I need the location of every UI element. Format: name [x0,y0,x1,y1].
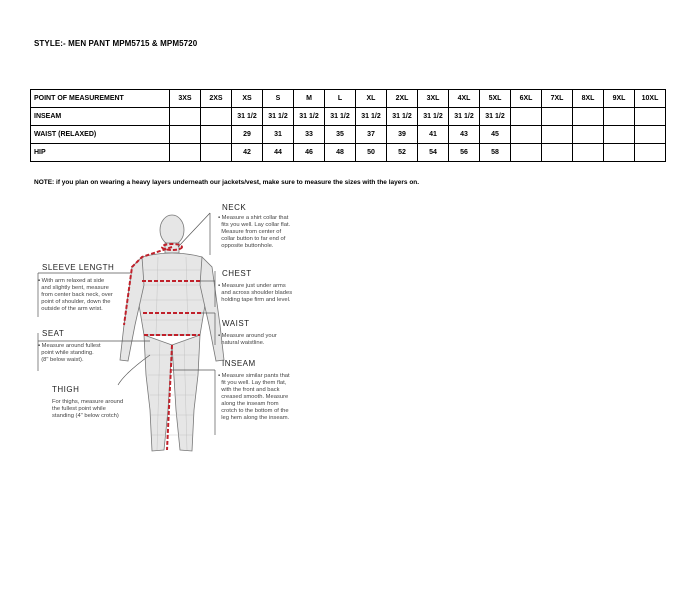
seat-heading: SEAT [42,329,65,338]
size-header-cell: 5XL [480,90,511,108]
row-label-cell: HIP [31,144,170,162]
value-cell: 31 1/2 [325,108,356,126]
value-cell: 41 [418,126,449,144]
size-header-cell: 7XL [542,90,573,108]
value-cell [511,108,542,126]
thigh-text-line: the fullest point while [52,406,106,412]
size-header-cell: 3XL [418,90,449,108]
neck-text-line: fits you well. Lay collar flat. [218,222,291,228]
value-cell [573,108,604,126]
value-cell [170,144,201,162]
neck-text-line: collar button to far end of [218,236,286,242]
value-cell [635,144,666,162]
value-cell: 58 [480,144,511,162]
value-cell [604,144,635,162]
value-cell: 31 1/2 [263,108,294,126]
neck-text-line: opposite buttonhole. [218,243,274,249]
size-header-cell: 3XS [170,90,201,108]
waist-text-line: ▪ Measure around your [218,333,277,339]
neck-text-line: ▪ Measure a shirt collar that [218,215,289,221]
sleeve-text-line: point of shoulder, down the [38,299,111,305]
value-cell [542,126,573,144]
sleeve-text-line: outside of the arm wrist. [38,306,103,312]
waist-heading: WAIST [222,319,250,328]
value-cell: 50 [356,144,387,162]
value-cell: 29 [232,126,263,144]
value-cell: 48 [325,144,356,162]
value-cell: 37 [356,126,387,144]
value-cell [170,108,201,126]
body-silhouette [120,215,224,451]
style-title: STYLE:- MEN PANT MPM5715 & MPM5720 [34,39,198,48]
inseam-text-line: crotch to the bottom of the [218,408,289,414]
measurement-guide [0,195,700,485]
value-cell [542,108,573,126]
waist-text-line: natural waistline. [218,340,265,346]
size-header-cell: 9XL [604,90,635,108]
value-cell [511,126,542,144]
value-cell [604,126,635,144]
value-cell [201,144,232,162]
value-cell: 54 [418,144,449,162]
inseam-text-line: fit you well. Lay them flat, [218,380,287,386]
seat-text [38,343,101,364]
chest-heading: CHEST [222,269,252,278]
chest-text [218,283,292,304]
value-cell: 46 [294,144,325,162]
value-cell [573,126,604,144]
sleeve-heading: SLEEVE LENGTH [42,263,115,272]
value-cell: 42 [232,144,263,162]
inseam-text-line: ▪ Measure similar pants that [218,373,290,379]
inseam-text-line: with the front and back [218,387,280,393]
table-row [31,108,666,126]
value-cell [201,126,232,144]
value-cell: 31 1/2 [449,108,480,126]
inseam-text-line: leg hem along the inseam. [218,415,290,421]
sleeve-text-line: and slightly bent, measure [38,285,109,291]
size-header-cell: M [294,90,325,108]
size-header-cell: 6XL [511,90,542,108]
neck-heading: NECK [222,203,247,212]
chest-text-line: and across shoulder blades [218,290,293,296]
thigh-text-line: standing (4" below crotch) [52,413,119,419]
value-cell: 31 1/2 [418,108,449,126]
value-cell: 43 [449,126,480,144]
value-cell [635,126,666,144]
value-cell [635,108,666,126]
size-header-cell: S [263,90,294,108]
value-cell: 31 1/2 [387,108,418,126]
row-label-cell: WAIST (RELAXED) [31,126,170,144]
size-header-cell: 10XL [635,90,666,108]
neck-text [218,215,290,250]
value-cell: 31 1/2 [356,108,387,126]
inseam-text-line: along the inseam from [218,401,279,407]
value-cell [201,108,232,126]
value-cell [604,108,635,126]
value-cell: 31 [263,126,294,144]
thigh-heading: THIGH [52,385,80,394]
value-cell: 33 [294,126,325,144]
value-cell [542,144,573,162]
thigh-text-line: For thighs, measure around [52,399,124,405]
value-cell: 39 [387,126,418,144]
row-label-cell: INSEAM [31,108,170,126]
size-header-cell: XL [356,90,387,108]
value-cell [170,126,201,144]
table-header-row [31,90,666,108]
value-cell [573,144,604,162]
sleeve-text [38,278,113,313]
value-cell: 35 [325,126,356,144]
size-header-cell: 2XL [387,90,418,108]
size-header-cell: L [325,90,356,108]
seat-text-line: (8" below waist). [38,357,84,363]
body-figure-illustration [0,195,700,485]
inseam-heading: INSEAM [222,359,256,368]
size-header-cell: XS [232,90,263,108]
header-label-cell: POINT OF MEASUREMENT [31,90,170,108]
table-row [31,144,666,162]
value-cell: 44 [263,144,294,162]
thigh-text [52,399,123,420]
value-cell: 45 [480,126,511,144]
value-cell: 52 [387,144,418,162]
layering-note: NOTE: if you plan on wearing a heavy layers underneath our jackets/vest, make sure to measure the sizes with the layers on. [34,179,420,186]
value-cell: 31 1/2 [232,108,263,126]
seat-text-line: point while standing. [38,350,94,356]
neck-text-line: Measure from center of [218,229,282,235]
inseam-text-line: creased smooth. Measure [218,394,289,400]
waist-text [218,333,277,347]
inseam-text [218,373,290,422]
value-cell: 31 1/2 [480,108,511,126]
size-header-cell: 2XS [201,90,232,108]
sleeve-text-line: ▪ With arm relaxed at side [38,278,105,284]
chest-text-line: holding tape firm and level. [218,297,291,303]
seat-text-line: ▪ Measure around fullest [38,343,101,349]
size-header-cell: 8XL [573,90,604,108]
value-cell: 31 1/2 [294,108,325,126]
sleeve-text-line: from center back neck, over [38,292,113,298]
size-chart-table [30,89,666,162]
value-cell: 56 [449,144,480,162]
chest-text-line: ▪ Measure just under arms [218,283,286,289]
size-header-cell: 4XL [449,90,480,108]
value-cell [511,144,542,162]
table-row [31,126,666,144]
